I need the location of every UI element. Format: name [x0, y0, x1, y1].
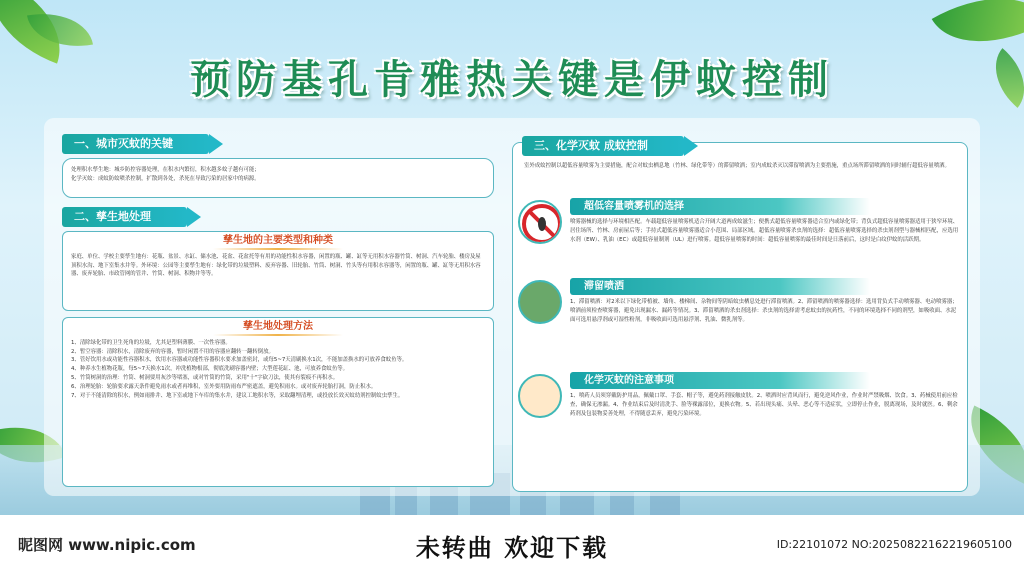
- method-item: 7、对于不能清除的积水，例如雨排井、地下室或地下车库的集水井，建议工地积水等，采取翻埋清理，或投放长效灭蚊幼剂控制蚊虫孳生。: [71, 392, 404, 399]
- residual-spray-heading: 滞留喷洒: [570, 278, 870, 295]
- footer-slogan: 未转曲 欢迎下载: [415, 534, 609, 562]
- breeding-types-title: 孳生地的主要类型和种类: [71, 237, 485, 250]
- spraying-photo-icon: [518, 280, 562, 324]
- breeding-methods-title: 孳生地处理方法: [71, 323, 485, 336]
- precautions-text: 1、喷药人员须穿戴防护用品，佩戴口罩、手套、帽子等，避免药剂接触皮肤。2、喷洒时应背风而行，避免逆风作业，作业时严禁吸烟、饮食。3、药械使用前应检查，确保无渗漏。4、作业结束后及时清洗手、脸等裸露部位，更换衣物。5、若出现头痛、头晕、恶心等不适症状，立即停止作业，脱离现场，及时就医。6、剩余药剂及包装物妥善处理，不得随意丢弃，避免污染环境。: [570, 393, 958, 417]
- section1-line: 化学灭蚊：成蚊防蚊喷杀控制，扩散到各处，杀死在导致污染的居家中的病源。: [71, 175, 260, 182]
- breeding-methods-box: [62, 317, 494, 487]
- method-item: 3、管好饮用水或功能性容器积水，饮用水容器或功能性容器积水要求加盖密封，或每5~7天清刷换水1次，不能加盖换水的可放养食蚊鱼等。: [71, 357, 408, 364]
- section3-intro: 室外成蚊控制以超低容量喷雾为主要措施，配合对蚊虫栖息地（竹林、绿化带等）的滞留喷洒；室内成蚊杀灭以滞留喷洒为主要措施，重点场所滞留喷洒的同时辅行超低容量喷洒。: [524, 163, 950, 169]
- ulv-sprayer-heading: 超低容量喷雾机的选择: [570, 198, 870, 215]
- method-item: 5、竹筒树洞的治理：竹筒、树洞要用灰沙等堵塞，或对竹筒的竹筒，采用"十"字砍刀法，使其有裂痕不再积水。: [71, 374, 339, 381]
- section1-line: 处理积水孳生地：城乡防控容器处理，在积水内繁衍，积水越多蚊子越有可能；: [71, 167, 260, 173]
- breeding-types-box: [62, 231, 494, 311]
- breeding-types-text: 家庭、单位、学校主要孳生地有：花瓶、盆景、水缸、储水池、花盆、花盆托等有用的功能性积水容器，闲置的瓶、罐、缸等无用积水容器竹筒、树洞、汽车轮胎、楼房及屋顶积水沟、地下室集水井等。外环境：公园等主要孳生地有：绿化带的垃圾塑料、废弃容器、旧轮胎、竹筒、树洞、竹头等有用积水容器等，闲置的瓶、罐、缸等无用积水容器、废弃轮胎、市政管网的管井、竹筒、树洞、积物井等等。: [71, 253, 481, 278]
- children-illustration-icon: [518, 374, 562, 418]
- no-mosquito-icon: [518, 200, 562, 244]
- method-item: 1、清除绿化带的卫生死角的垃圾，尤其是塑料薄膜、一次性容器。: [71, 339, 231, 346]
- section-chemical-control: [512, 132, 968, 492]
- method-item: 2、暂空容器：清除积水，清除废弃的容器，暂时闲置不用的容器应翻转一翻转倒放。: [71, 348, 274, 355]
- section2-heading: 二、孳生地处理: [62, 207, 187, 227]
- site-logo: 昵图网 www.nipic.com: [18, 536, 196, 554]
- method-item: 4、种养水生植物花瓶，每5~7天换水1次，冲洗植物根部，彻底洗刷容器内壁；大型莲花缸、池，可放养食蚊鱼等。: [71, 366, 348, 373]
- section-urban-mosquito: [62, 132, 494, 198]
- precautions-heading: 化学灭蚊的注意事项: [570, 372, 870, 389]
- section1-heading: 一、城市灭蚊的关键: [62, 134, 209, 154]
- poster-title: 预防基孔肯雅热关键是伊蚊控制: [190, 56, 834, 103]
- section-breeding-sites: [62, 205, 494, 487]
- ulv-sprayer-text: 喷雾器械的选择与环境相匹配。车载超低容量喷雾机适合开阔大道两成蚊滋生；便携式超低容量喷雾器适合室内或绿化带；背负式超低容量喷雾器适用于狭窄环境、居住场所、竹林、房前屋后等；手持式超低容量喷雾器适合小范围、局部区域。超低容量喷雾杀虫剂的选择：超低容量喷雾选择的杀虫剂剂型与器械相匹配，应选用水剂（EW）、乳油（EC）或超低容量制剂（UL）进行喷雾。超低容量喷雾的时间：超低容量喷雾的最佳时间是日落前后，这时是白纹伊蚊的活跃期。: [570, 219, 959, 243]
- section3-heading: 三、化学灭蚊 成蚊控制: [522, 136, 684, 156]
- section1-box: [62, 158, 494, 198]
- method-item: 6、治理轮胎：轮胎要求露天条件避免雨水或者再堆积，室外要用防雨布严密遮盖，避免积雨水。或对废弃轮胎打洞，防止积水。: [71, 383, 377, 390]
- residual-spray-text: 1、滞留喷洒：对2米以下绿化带植被、墙角、楼梯间、杂物间等阴暗蚊虫栖息处进行滞留喷洒。2、滞留喷洒的喷雾器选择：选用背负式手动喷雾器、电动喷雾器；喷洒前须检查喷雾器，避免出现漏水、漏药等情况。3、滞留喷洒的杀虫剂选择：杀虫剂的选择需考虑蚊虫的抗药性，不同的环境选择不同的剂型，如吸收面、水泥面可选用悬浮剂或可湿性粉剂，非吸收面可选用悬浮剂、乳油、微乳剂等。: [570, 299, 958, 323]
- image-id: ID:22101072 NO:20250822162219605100: [776, 538, 1012, 551]
